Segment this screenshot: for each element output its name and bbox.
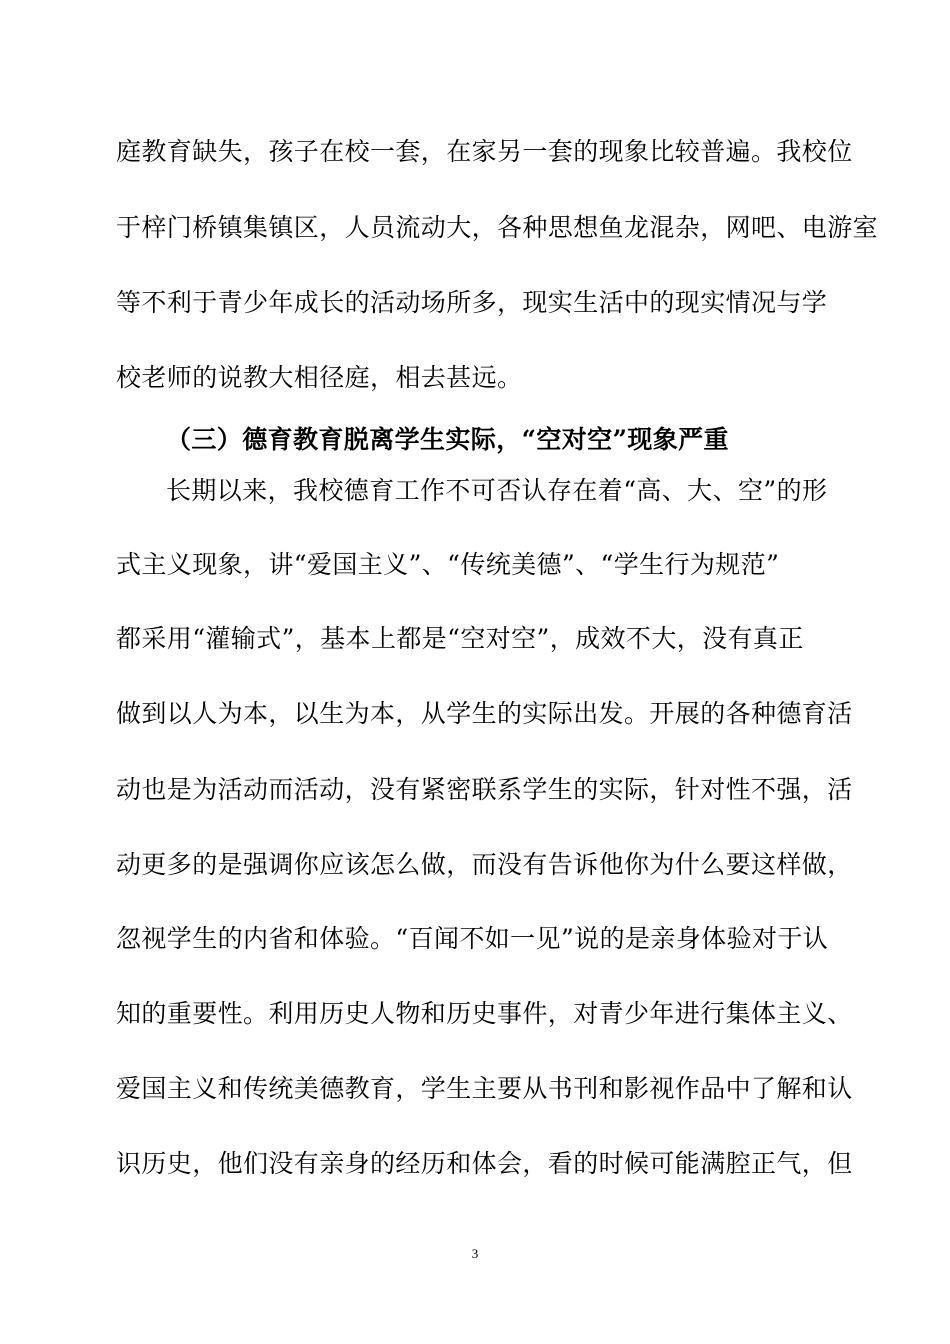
page-number: 3 xyxy=(471,1246,479,1261)
paragraph-line: 长期以来，我校德育工作不可否认存在着“高、大、空”的形 xyxy=(166,476,828,505)
text-line: 于梓门桥镇集镇区，人员流动大，各种思想鱼龙混杂，网吧、电游室 xyxy=(116,213,879,242)
paragraph-line: 知的重要性。利用历史人物和历史事件，对青少年进行集体主义、 xyxy=(116,999,853,1028)
paragraph-line: 爱国主义和传统美德教育，学生主要从书刊和影视作品中了解和认 xyxy=(116,1074,853,1103)
paragraph-line: 做到以人为本，以生为本，从学生的实际出发。开展的各种德育活 xyxy=(116,699,853,728)
text-line: 校老师的说教大相径庭，相去甚远。 xyxy=(116,363,523,392)
paragraph-line: 忽视学生的内省和体验。“百闻不如一见”说的是亲身体验对于认 xyxy=(116,924,829,953)
paragraph-line: 式主义现象，讲“爱国主义”、“传统美德”、“学生行为规范” xyxy=(116,550,780,579)
text-line: 等不利于青少年成长的活动场所多，现实生活中的现实情况与学 xyxy=(116,288,828,317)
paragraph-line: 动更多的是强调你应该怎么做，而没有告诉他你为什么要这样做， xyxy=(116,850,853,879)
paragraph-line: 都采用“灌输式”，基本上都是“空对空”，成效不大，没有真正 xyxy=(116,624,804,653)
paragraph-line: 动也是为活动而活动，没有紧密联系学生的实际，针对性不强，活 xyxy=(116,775,853,804)
text-line: 庭教育缺失，孩子在校一套，在家另一套的现象比较普遍。我校位 xyxy=(116,137,853,166)
paragraph-line: 识历史，他们没有亲身的经历和体会，看的时候可能满腔正气，但 xyxy=(116,1149,853,1178)
section-heading: （三）德育教育脱离学生实际，“空对空”现象严重 xyxy=(166,425,729,454)
